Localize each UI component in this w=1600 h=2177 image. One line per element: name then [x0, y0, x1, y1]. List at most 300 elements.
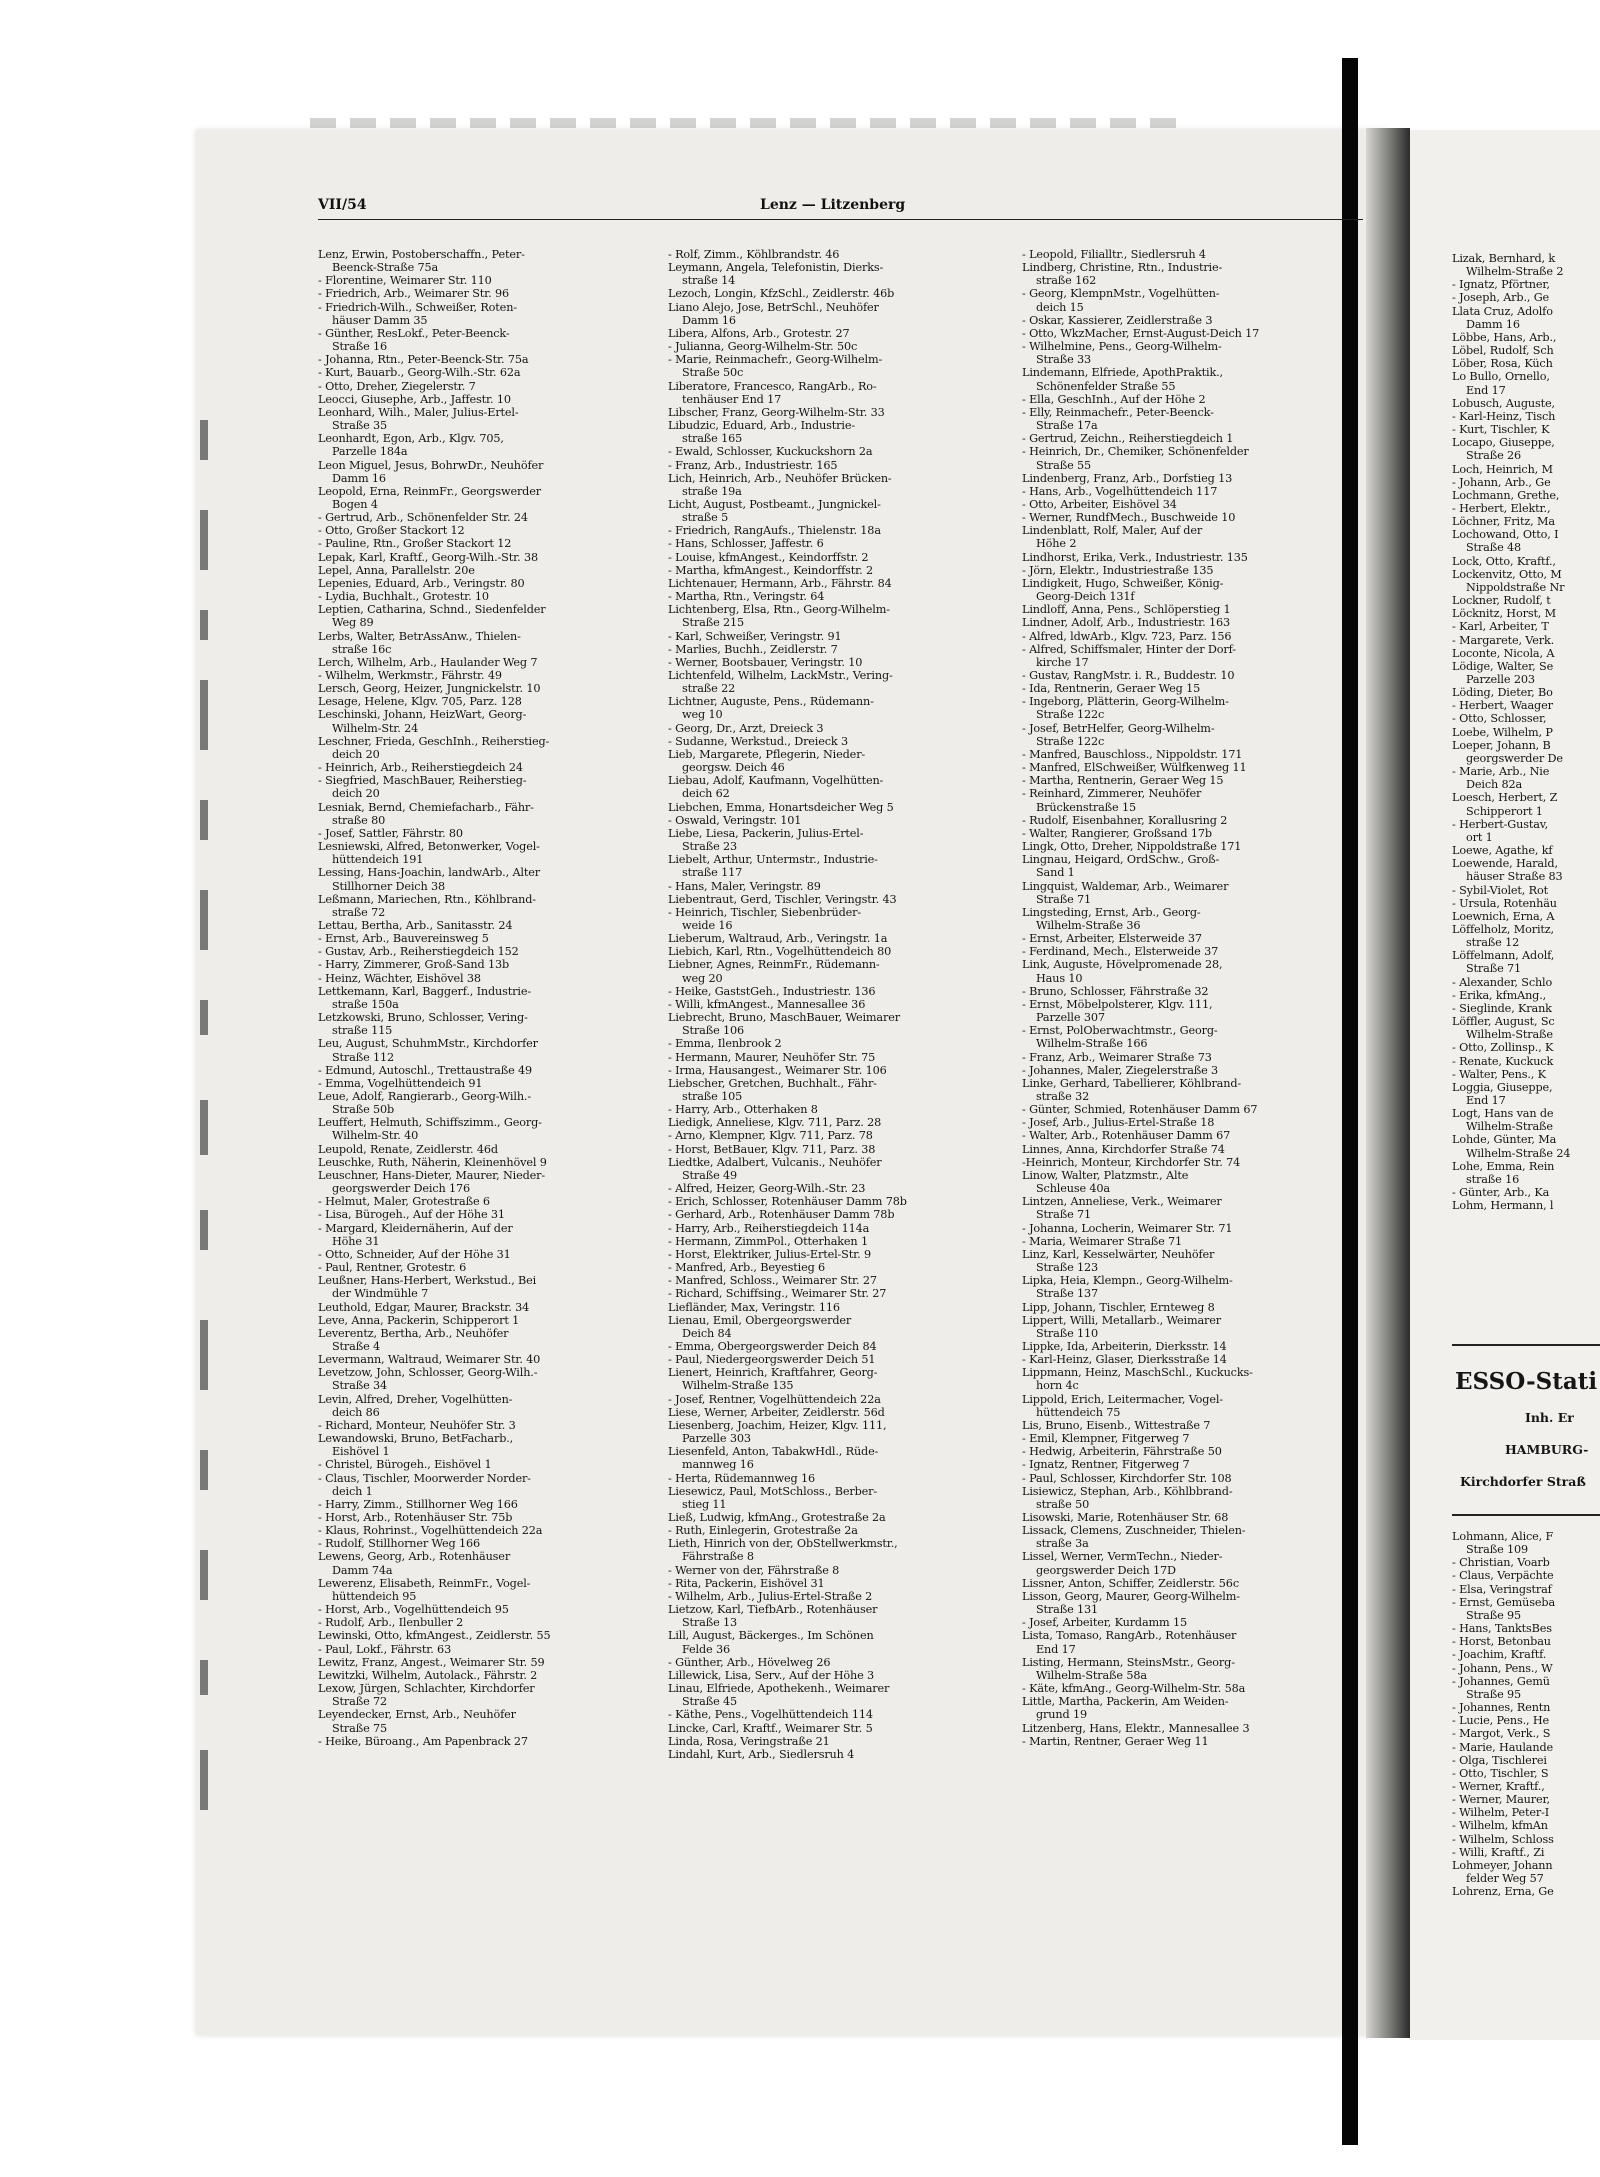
directory-entry: - Emil, Klempner, Fitgerweg 7	[1022, 1432, 1190, 1446]
directory-entry: - Harry, Arb., Reiherstiegdeich 114a	[668, 1221, 870, 1235]
directory-entry: Lisowski, Marie, Rotenhäuser Str. 68	[1022, 1511, 1229, 1524]
directory-entry: - Rudolf, Eisenbahner, Korallusring 2	[1022, 813, 1228, 827]
directory-entry: Lichtenberg, Elsa, Rtn., Georg-Wilhelm-	[668, 603, 890, 617]
gutter-shadow	[1366, 128, 1410, 2038]
directory-entry: Fährstraße 8	[682, 1550, 754, 1564]
directory-entry: Lippke, Ida, Arbeiterin, Dierksstr. 14	[1022, 1339, 1227, 1353]
directory-entry: - Herta, Rüdemannweg 16	[668, 1471, 815, 1485]
directory-entry: - Heike, GaststGeh., Industriestr. 136	[668, 984, 876, 998]
directory-entry: Lis, Bruno, Eisenb., Wittestraße 7	[1022, 1418, 1211, 1432]
directory-entry: Lewinski, Otto, kfmAngest., Zeidlerstr. 55	[318, 1629, 551, 1643]
directory-entry: - Ingeborg, Plätterin, Georg-Wilhelm-	[1022, 695, 1229, 709]
directory-entry: Liano Alejo, Jose, BetrSchl., Neuhöfer	[668, 300, 879, 314]
top-edge-bleed	[310, 118, 1180, 128]
directory-entry: Straße 131	[1036, 1603, 1099, 1617]
directory-entry: Leuthold, Edgar, Maurer, Brackstr. 34	[318, 1300, 530, 1314]
directory-entry: Lezoch, Longin, KfzSchl., Zeidlerstr. 46b	[668, 287, 895, 301]
directory-entry: straße 80	[332, 813, 386, 827]
directory-entry: - Alfred, ldwArb., Klgv. 723, Parz. 156	[1022, 629, 1232, 643]
right-page-column-top	[1452, 252, 1600, 1212]
header-rule	[318, 219, 1363, 220]
directory-entry: - Lydia, Buchhalt., Grotestr. 10	[318, 590, 489, 604]
directory-entry: - Werner, RundfMech., Buschweide 10	[1022, 511, 1236, 525]
directory-entry: Schönenfelder Straße 55	[1036, 379, 1176, 393]
directory-entry: - Renate, Kuckuck	[1452, 1054, 1554, 1068]
directory-entry: Lohrenz, Erna, Ge	[1452, 1885, 1554, 1899]
directory-entry: Straße 137	[1036, 1287, 1099, 1301]
directory-entry: Stillhorner Deich 38	[332, 879, 445, 893]
directory-entry: Leonhard, Wilh., Maler, Julius-Ertel-	[318, 405, 519, 419]
directory-entry: - Olga, Tischlerei	[1452, 1753, 1547, 1767]
directory-entry: - Walter, Arb., Rotenhäuser Damm 67	[1022, 1129, 1231, 1143]
directory-entry: - Horst, Betonbau	[1452, 1635, 1551, 1649]
directory-entry: Straße 17a	[1036, 419, 1098, 433]
directory-entry: Lepak, Karl, Kraftf., Georg-Wilh.-Str. 38	[318, 550, 538, 564]
directory-entry: Wilhelm-Straße	[1466, 1120, 1553, 1134]
directory-entry: straße 16	[1466, 1172, 1520, 1186]
directory-entry: - Wilhelm, Schloss	[1452, 1832, 1554, 1846]
directory-entry: Leve, Anna, Packerin, Schipperort 1	[318, 1313, 520, 1327]
directory-entry: Straße 123	[1036, 1261, 1099, 1275]
directory-entry: Leon Miguel, Jesus, BohrwDr., Neuhöfer	[318, 458, 544, 472]
directory-entry: Liebner, Agnes, ReinmFr., Rüdemann-	[668, 958, 880, 972]
directory-entry: Brückenstraße 15	[1036, 800, 1136, 814]
directory-entry: - Karl-Heinz, Tisch	[1452, 409, 1556, 423]
directory-entry: Nippoldstraße Nr	[1466, 580, 1565, 594]
directory-entry: - Marlies, Buchh., Zeidlerstr. 7	[668, 642, 838, 656]
directory-entry: straße 12	[1466, 936, 1520, 950]
directory-entry: Wilhelm-Straße 135	[682, 1379, 794, 1393]
directory-entry: - Horst, BetBauer, Klgv. 711, Parz. 38	[668, 1142, 876, 1156]
directory-column-1	[318, 248, 646, 1748]
directory-entry: - Alexander, Schlo	[1452, 975, 1553, 989]
directory-entry: - Wilhelm, Peter-I	[1452, 1806, 1550, 1820]
directory-entry: - Claus, Tischler, Moorwerder Norder-	[318, 1471, 531, 1485]
directory-entry: Lockenvitz, Otto, M	[1452, 567, 1562, 581]
directory-entry: - Margarete, Verk.	[1452, 633, 1555, 647]
directory-entry: - Ernst, Arbeiter, Elsterweide 37	[1022, 932, 1202, 946]
directory-entry: Loeper, Johann, B	[1452, 738, 1551, 752]
directory-entry: - Elsa, Veringstraf	[1452, 1582, 1552, 1596]
directory-entry: Löffelmann, Adolf,	[1452, 949, 1555, 963]
directory-entry: - Marie, Haulande	[1452, 1740, 1554, 1754]
directory-entry: Lettau, Bertha, Arb., Sanitasstr. 24	[318, 918, 513, 932]
advert-rule-bottom	[1452, 1514, 1600, 1516]
directory-entry: Straße 49	[682, 1168, 738, 1182]
directory-entry: Loconte, Nicola, A	[1452, 646, 1555, 660]
directory-entry: Straße 71	[1036, 1208, 1092, 1222]
directory-entry: Sand 1	[1036, 866, 1075, 880]
directory-entry: Wilhelm-Straße 24	[1466, 1146, 1571, 1160]
directory-entry: - Günther, Arb., Hövelweg 26	[668, 1655, 831, 1669]
directory-entry: Löding, Dieter, Bo	[1452, 686, 1553, 700]
directory-entry: Straße 26	[1466, 449, 1522, 463]
directory-entry: Parzelle 184a	[332, 445, 408, 459]
directory-entry: - Leopold, Filialltr., Siedlersruh 4	[1022, 248, 1206, 261]
directory-entry: - Wilhelm, Werkmstr., Fährstr. 49	[318, 669, 502, 682]
directory-entry: - Ernst, PolOberwachtmstr., Georg-	[1022, 1024, 1218, 1038]
directory-entry: Loewnich, Erna, A	[1452, 909, 1555, 923]
directory-entry: Lohmann, Alice, F	[1452, 1530, 1554, 1543]
directory-entry: Straße 48	[1466, 541, 1522, 555]
directory-entry: Lich, Heinrich, Arb., Neuhöfer Brücken-	[668, 471, 892, 485]
directory-entry: Straße 95	[1466, 1608, 1522, 1622]
directory-entry: Leußner, Hans-Herbert, Werkstud., Bei	[318, 1274, 537, 1288]
directory-entry: Link, Auguste, Hövelpromenade 28,	[1022, 958, 1223, 972]
directory-entry: Locapo, Giuseppe,	[1452, 436, 1555, 450]
directory-entry: - Helmut, Maler, Grotestraße 6	[318, 1195, 490, 1209]
directory-entry: deich 15	[1036, 300, 1084, 314]
directory-entry: Straße 122c	[1036, 734, 1105, 748]
directory-entry: Straße 95	[1466, 1687, 1522, 1701]
directory-entry: - Christel, Bürogeh., Eishövel 1	[318, 1458, 492, 1472]
directory-entry: - Ernst, Möbelpolsterer, Klgv. 111,	[1022, 997, 1213, 1011]
directory-entry: Parzelle 307	[1036, 1011, 1105, 1025]
directory-entry: - Otto, Großer Stackort 12	[318, 524, 465, 538]
directory-entry: - Ella, GeschInh., Auf der Höhe 2	[1022, 392, 1206, 406]
directory-entry: weg 10	[682, 708, 723, 722]
directory-entry: - Oskar, Kassierer, Zeidlerstraße 3	[1022, 313, 1213, 327]
directory-entry: straße 115	[332, 1024, 393, 1038]
advert-line-1: Inh. Er	[1525, 1410, 1574, 1425]
directory-entry: - Alfred, Heizer, Georg-Wilh.-Str. 23	[668, 1182, 866, 1196]
left-margin-bleed	[200, 420, 210, 1850]
directory-entry: Löffler, August, Sc	[1452, 1015, 1555, 1029]
directory-entry: - Oswald, Veringstr. 101	[668, 813, 802, 827]
advert-rule-top	[1452, 1344, 1600, 1346]
directory-entry: - Kurt, Bauarb., Georg-Wilh.-Str. 62a	[318, 366, 521, 380]
directory-entry: Lissel, Werner, VermTechn., Nieder-	[1022, 1550, 1223, 1564]
directory-entry: Loch, Heinrich, M	[1452, 462, 1553, 476]
directory-entry: Deich 82a	[1466, 778, 1523, 792]
directory-entry: Straße 4	[332, 1339, 381, 1353]
directory-entry: - Ignatz, Rentner, Fitgerweg 7	[1022, 1458, 1190, 1472]
directory-entry: Damm 16	[682, 313, 736, 327]
directory-entry: Straße 112	[332, 1050, 395, 1064]
directory-entry: - Karl, Schweißer, Veringstr. 91	[668, 629, 842, 643]
directory-entry: - Otto, Zollinsp., K	[1452, 1041, 1554, 1055]
directory-entry: - Paul, Niedergeorgswerder Deich 51	[668, 1353, 876, 1367]
directory-entry: straße 72	[332, 905, 386, 919]
directory-entry: - Friedrich-Wilh., Schweißer, Roten-	[318, 300, 517, 314]
directory-entry: - Richard, Monteur, Neuhöfer Str. 3	[318, 1418, 516, 1432]
directory-entry: - Martha, Rentnerin, Geraer Weg 15	[1022, 774, 1224, 788]
directory-entry: - Harry, Arb., Otterhaken 8	[668, 1103, 818, 1117]
directory-entry: deich 20	[332, 747, 380, 761]
directory-entry: - Ursula, Rotenhäu	[1452, 896, 1557, 910]
directory-entry: Wilhelm-Straße 36	[1036, 918, 1141, 932]
directory-entry: Damm 16	[332, 471, 386, 485]
directory-entry: - Johannes, Maler, Ziegelerstraße 3	[1022, 1063, 1219, 1077]
directory-entry: Straße 122c	[1036, 708, 1105, 722]
directory-entry: - Hans, Maler, Veringstr. 89	[668, 879, 821, 893]
directory-entry: - Ernst, Arb., Bauvereinsweg 5	[318, 932, 489, 946]
directory-entry: Beenck-Straße 75a	[332, 261, 439, 275]
directory-entry: Straße 71	[1036, 892, 1092, 906]
directory-entry: Leonhardt, Egon, Arb., Klgv. 705,	[318, 432, 504, 446]
directory-entry: - Sybil-Violet, Rot	[1452, 883, 1548, 897]
directory-entry: Leopold, Erna, ReinmFr., Georgswerder	[318, 484, 541, 498]
directory-entry: Leyendecker, Ernst, Arb., Neuhöfer	[318, 1708, 516, 1722]
directory-entry: - Marie, Reinmachefr., Georg-Wilhelm-	[668, 353, 883, 367]
directory-entry: Deich 84	[682, 1326, 732, 1340]
directory-entry: - Günter, Schmied, Rotenhäuser Damm 67	[1022, 1103, 1258, 1117]
directory-entry: georgswerder De	[1466, 751, 1563, 765]
directory-entry: - Otto, Schneider, Auf der Höhe 31	[318, 1247, 511, 1261]
directory-entry: - Käthe, Pens., Vogelhüttendeich 114	[668, 1708, 873, 1722]
directory-entry: Löchner, Fritz, Ma	[1452, 515, 1555, 529]
directory-entry: straße 150a	[332, 997, 399, 1011]
directory-entry: Liebrecht, Bruno, MaschBauer, Weimarer	[668, 1011, 900, 1025]
directory-entry: straße 117	[682, 866, 743, 880]
directory-entry: - Margot, Verk., S	[1452, 1727, 1551, 1741]
running-head-range: Lenz — Litzenberg	[760, 197, 906, 213]
directory-entry: georgsw. Deich 46	[682, 761, 785, 775]
directory-entry: - Harry, Zimm., Stillhorner Weg 166	[318, 1497, 518, 1511]
directory-entry: - Ferdinand, Mech., Elsterweide 37	[1022, 945, 1219, 959]
directory-entry: - Heinrich, Dr., Chemiker, Schönenfelder	[1022, 445, 1249, 459]
directory-entry: Lindloff, Anna, Pens., Schlöperstieg 1	[1022, 603, 1231, 617]
directory-entry: Little, Martha, Packerin, Am Weiden-	[1022, 1695, 1229, 1709]
directory-entry: - Karl, Arbeiter, T	[1452, 620, 1549, 634]
directory-entry: straße 50	[1036, 1497, 1090, 1511]
directory-entry: Straße 50b	[332, 1103, 395, 1117]
directory-entry: - Hermann, Maurer, Neuhöfer Str. 75	[668, 1050, 876, 1064]
directory-entry: - Günther, ResLokf., Peter-Beenck-	[318, 326, 510, 340]
directory-entry: straße 5	[682, 511, 729, 525]
directory-entry: Wilhelm-Straße	[1466, 1028, 1553, 1042]
directory-entry: - Gustav, RangMstr. i. R., Buddestr. 10	[1022, 669, 1235, 682]
directory-column-2	[668, 248, 996, 1761]
directory-entry: Straße 215	[682, 616, 745, 630]
directory-entry: häuser Straße 83	[1466, 870, 1563, 884]
directory-entry: Licht, August, Postbeamt., Jungnickel-	[668, 497, 881, 511]
directory-entry: - Wilhelm, kfmAn	[1452, 1819, 1548, 1833]
directory-entry: Liedtke, Adalbert, Vulcanis., Neuhöfer	[668, 1155, 882, 1169]
directory-entry: - Heike, Büroang., Am Papenbrack 27	[318, 1734, 528, 1748]
directory-entry: - Karl-Heinz, Glaser, Dierksstraße 14	[1022, 1353, 1227, 1367]
directory-entry: - Bruno, Schlosser, Fährstraße 32	[1022, 984, 1209, 998]
directory-entry: - Ignatz, Pförtner,	[1452, 278, 1550, 292]
directory-entry: Lindemann, Elfriede, ApothPraktik.,	[1022, 366, 1223, 380]
directory-entry: - Heinz, Wächter, Eishövel 38	[318, 971, 481, 985]
right-page-column-bottom	[1452, 1530, 1600, 1898]
directory-entry: - Martha, kfmAngest., Keindorffstr. 2	[668, 563, 873, 577]
directory-entry: - Pauline, Rtn., Großer Stackort 12	[318, 537, 512, 551]
directory-entry: Liebscher, Gretchen, Buchhalt., Fähr-	[668, 1076, 877, 1090]
directory-entry: Lisiewicz, Stephan, Arb., Köhlbbrand-	[1022, 1484, 1233, 1498]
directory-entry: Straße 13	[682, 1616, 738, 1630]
directory-entry: - Ida, Rentnerin, Geraer Weg 15	[1022, 682, 1201, 696]
directory-entry: - Emma, Obergeorgswerder Deich 84	[668, 1339, 877, 1353]
directory-entry: georgswerder Deich 17D	[1036, 1563, 1176, 1577]
directory-entry: - Otto, Tischler, S	[1452, 1766, 1549, 1780]
directory-entry: Felde 36	[682, 1642, 730, 1656]
directory-entry: felder Weg 57	[1466, 1872, 1544, 1886]
directory-entry: Wilhelm-Straße 58a	[1036, 1668, 1147, 1682]
directory-entry: Lindhorst, Erika, Verk., Industriestr. 135	[1022, 550, 1248, 564]
advert-line-3: Kirchdorfer Straß	[1460, 1474, 1586, 1489]
directory-entry: - Johann, Arb., Ge	[1452, 475, 1551, 489]
directory-entry: Leuffert, Helmuth, Schiffszimm., Georg-	[318, 1116, 542, 1130]
directory-entry: straße 105	[682, 1090, 743, 1103]
directory-entry: Straße 110	[1036, 1326, 1099, 1340]
directory-entry: - Lucie, Pens., He	[1452, 1714, 1550, 1728]
directory-entry: Liesenberg, Joachim, Heizer, Klgv. 111,	[668, 1418, 887, 1432]
directory-entry: Leptien, Catharina, Schnd., Siedenfelder	[318, 603, 546, 617]
directory-entry: - Irma, Hausangest., Weimarer Str. 106	[668, 1063, 887, 1077]
advert-title: ESSO-Stati	[1455, 1368, 1598, 1395]
directory-entry: Lessing, Hans-Joachin, landwArb., Alter	[318, 866, 540, 880]
directory-entry: Lissack, Clemens, Zuschneider, Thielen-	[1022, 1524, 1246, 1538]
directory-entry: Höhe 31	[332, 1234, 380, 1248]
directory-entry: - Wilhelm, Arb., Julius-Ertel-Straße 2	[668, 1589, 873, 1603]
directory-entry: - Johanna, Locherin, Weimarer Str. 71	[1022, 1221, 1233, 1235]
directory-entry: hüttendeich 95	[332, 1589, 417, 1603]
directory-entry: - Lisa, Bürogeh., Auf der Höhe 31	[318, 1208, 505, 1222]
directory-entry: - Harry, Zimmerer, Groß-Sand 13b	[318, 958, 510, 972]
directory-entry: - Florentine, Weimarer Str. 110	[318, 274, 492, 288]
directory-entry: Wilhelm-Str. 24	[332, 721, 419, 735]
directory-entry: - Willi, kfmAngest., Mannesallee 36	[668, 997, 866, 1011]
directory-entry: Lippert, Willi, Metallarb., Weimarer	[1022, 1313, 1221, 1327]
directory-entry: ort 1	[1466, 830, 1493, 844]
directory-entry: Lewerenz, Elisabeth, ReinmFr., Vogel-	[318, 1576, 531, 1590]
directory-entry: - Georg, Dr., Arzt, Dreieck 3	[668, 721, 824, 735]
directory-entry: mannweg 16	[682, 1458, 754, 1472]
directory-entry: Straße 34	[332, 1379, 388, 1393]
directory-entry: - Gerhard, Arb., Rotenhäuser Damm 78b	[668, 1208, 895, 1222]
directory-entry: Lenz, Erwin, Postoberschaffn., Peter-	[318, 248, 525, 261]
directory-entry: - Walter, Rangierer, Großsand 17b	[1022, 826, 1212, 840]
directory-entry: Löbbe, Hans, Arb.,	[1452, 330, 1557, 344]
directory-entry: - Maria, Weimarer Straße 71	[1022, 1234, 1183, 1248]
directory-entry: Lizak, Bernhard, k	[1452, 252, 1556, 265]
directory-entry: Damm 16	[1466, 317, 1520, 331]
directory-entry: georgswerder Deich 176	[332, 1182, 471, 1196]
directory-entry: - Ernst, Gemüseba	[1452, 1595, 1556, 1609]
directory-entry: Linke, Gerhard, Tabellierer, Köhlbrand-	[1022, 1076, 1242, 1090]
directory-entry: Llata Cruz, Adolfo	[1452, 304, 1553, 318]
directory-entry: Lichtner, Auguste, Pens., Rüdemann-	[668, 695, 874, 709]
directory-entry: Straße 16	[332, 340, 388, 354]
directory-entry: Linz, Karl, Kesselwärter, Neuhöfer	[1022, 1247, 1215, 1261]
directory-entry: - Julianna, Georg-Wilhelm-Str. 50c	[668, 340, 858, 354]
directory-entry: - Gertrud, Arb., Schönenfelder Str. 24	[318, 511, 528, 525]
directory-entry: Straße 33	[1036, 353, 1092, 367]
directory-entry: hüttendeich 191	[332, 853, 424, 867]
directory-entry: Lietzow, Karl, TiefbArb., Rotenhäuser	[668, 1603, 878, 1617]
directory-entry: Lohmeyer, Johann	[1452, 1858, 1553, 1872]
directory-entry: - Hans, Arb., Vogelhüttendeich 117	[1022, 484, 1218, 498]
directory-entry: - Gertrud, Zeichn., Reiherstiegdeich 1	[1022, 432, 1234, 446]
directory-entry: - Emma, Ilenbrook 2	[668, 1037, 782, 1051]
directory-entry: End 17	[1466, 1094, 1506, 1107]
directory-entry: Leocci, Giusephe, Arb., Jaffestr. 10	[318, 392, 511, 406]
directory-entry: Lippold, Erich, Leitermacher, Vogel-	[1022, 1392, 1223, 1406]
directory-entry: Löffelholz, Moritz,	[1452, 922, 1554, 936]
directory-entry: Libera, Alfons, Arb., Grotestr. 27	[668, 326, 850, 340]
directory-entry: - Manfred, Bauschloss., Nippoldstr. 171	[1022, 747, 1243, 761]
directory-entry: End 17	[1466, 383, 1506, 397]
directory-entry: - Alfred, Schiffsmaler, Hinter der Dorf-	[1022, 642, 1236, 656]
directory-entry: - Horst, Arb., Rotenhäuser Str. 75b	[318, 1511, 513, 1524]
directory-entry: - Paul, Lokf., Fährstr. 63	[318, 1642, 452, 1656]
directory-entry: - Franz, Arb., Industriestr. 165	[668, 458, 838, 472]
directory-entry: Liebelt, Arthur, Untermstr., Industrie-	[668, 853, 878, 867]
directory-entry: Straße 23	[682, 840, 738, 854]
directory-entry: - Josef, Rentner, Vogelhüttendeich 22a	[668, 1392, 881, 1406]
directory-entry: Lieth, Hinrich von der, ObStellwerkmstr.,	[668, 1537, 898, 1551]
directory-entry: Loggia, Giuseppe,	[1452, 1080, 1553, 1094]
directory-entry: - Jörn, Elektr., Industriestraße 135	[1022, 563, 1214, 577]
directory-entry: häuser Damm 35	[332, 313, 428, 327]
directory-entry: Lindenblatt, Rolf, Maler, Auf der	[1022, 524, 1203, 538]
directory-entry: Lippmann, Heinz, MaschSchl., Kuckucks-	[1022, 1366, 1253, 1380]
directory-entry: - Joseph, Arb., Ge	[1452, 291, 1550, 305]
directory-entry: - Werner von der, Fährstraße 8	[668, 1563, 840, 1577]
directory-entry: Lipka, Heia, Klempn., Georg-Wilhelm-	[1022, 1274, 1233, 1288]
directory-entry: Lettkemann, Karl, Baggerf., Industrie-	[318, 984, 531, 998]
advert-line-2: HAMBURG-	[1505, 1442, 1589, 1457]
directory-entry: Leschner, Frieda, GeschInh., Reiherstieg-	[318, 734, 550, 748]
directory-entry: Lewitzki, Wilhelm, Autolack., Fährstr. 2	[318, 1668, 538, 1682]
directory-entry: Liebich, Karl, Rtn., Vogelhüttendeich 80	[668, 945, 892, 959]
directory-entry: Höhe 2	[1036, 537, 1077, 551]
directory-entry: - Claus, Verpächte	[1452, 1569, 1554, 1583]
directory-entry: Lepenies, Eduard, Arb., Veringstr. 80	[318, 576, 525, 590]
directory-entry: Lindigkeit, Hugo, Schweißer, König-	[1022, 576, 1224, 590]
directory-entry: Lewens, Georg, Arb., Rotenhäuser	[318, 1550, 511, 1564]
directory-entry: - Horst, Elektriker, Julius-Ertel-Str. 9	[668, 1247, 871, 1261]
directory-entry: - Georg, KlempnMstr., Vogelhütten-	[1022, 287, 1220, 301]
directory-entry: - Horst, Arb., Vogelhüttendeich 95	[318, 1603, 509, 1617]
directory-entry: Lillewick, Lisa, Serv., Auf der Höhe 3	[668, 1668, 875, 1682]
directory-entry: Lobusch, Auguste,	[1452, 396, 1555, 410]
directory-entry: - Paul, Rentner, Grotestr. 6	[318, 1261, 467, 1275]
directory-entry: Lesniak, Bernd, Chemiefacharb., Fähr-	[318, 800, 534, 814]
directory-entry: stieg 11	[682, 1497, 727, 1511]
directory-entry: - Käte, kfmAng., Georg-Wilhelm-Str. 58a	[1022, 1682, 1246, 1696]
directory-entry: deich 1	[332, 1484, 373, 1498]
directory-entry: - Heinrich, Arb., Reiherstiegdeich 24	[318, 761, 523, 775]
directory-entry: Liberatore, Francesco, RangArb., Ro-	[668, 379, 877, 393]
directory-entry: - Martin, Rentner, Geraer Weg 11	[1022, 1734, 1209, 1748]
directory-entry: - Hermann, ZimmPol., Otterhaken 1	[668, 1234, 868, 1248]
directory-entry: Lexow, Jürgen, Schlachter, Kirchdorfer	[318, 1682, 535, 1696]
directory-entry: Lingk, Otto, Dreher, Nippoldstraße 171	[1022, 840, 1242, 854]
directory-entry: Straße 75	[332, 1721, 388, 1735]
directory-entry: der Windmühle 7	[332, 1287, 429, 1301]
directory-entry: Lintzen, Anneliese, Verk., Weimarer	[1022, 1195, 1222, 1209]
directory-entry: Lo Bullo, Ornello,	[1452, 370, 1550, 384]
directory-entry: Lochmann, Grethe,	[1452, 488, 1560, 502]
directory-entry: Listing, Hermann, SteinsMstr., Georg-	[1022, 1655, 1235, 1669]
directory-entry: - Rudolf, Stillhorner Weg 166	[318, 1537, 481, 1551]
directory-entry: Liebentraut, Gerd, Tischler, Veringstr. 43	[668, 892, 897, 906]
page-code: VII/54	[318, 197, 367, 213]
directory-entry: straße 3a	[1036, 1537, 1089, 1551]
directory-entry: Linnes, Anna, Kirchdorfer Straße 74	[1022, 1142, 1225, 1156]
directory-entry: deich 20	[332, 787, 380, 801]
directory-entry: Lockner, Rudolf, t	[1452, 594, 1551, 608]
directory-entry: Lienert, Heinrich, Kraftfahrer, Georg-	[668, 1366, 878, 1380]
directory-entry: Lepel, Anna, Parallelstr. 20e	[318, 563, 475, 577]
directory-entry: Wilhelm-Str. 40	[332, 1129, 419, 1143]
directory-entry: - Hans, Schlosser, Jaffestr. 6	[668, 537, 824, 551]
directory-entry: Straße 50c	[682, 366, 744, 380]
directory-entry: Lindner, Adolf, Arb., Industriestr. 163	[1022, 616, 1231, 630]
